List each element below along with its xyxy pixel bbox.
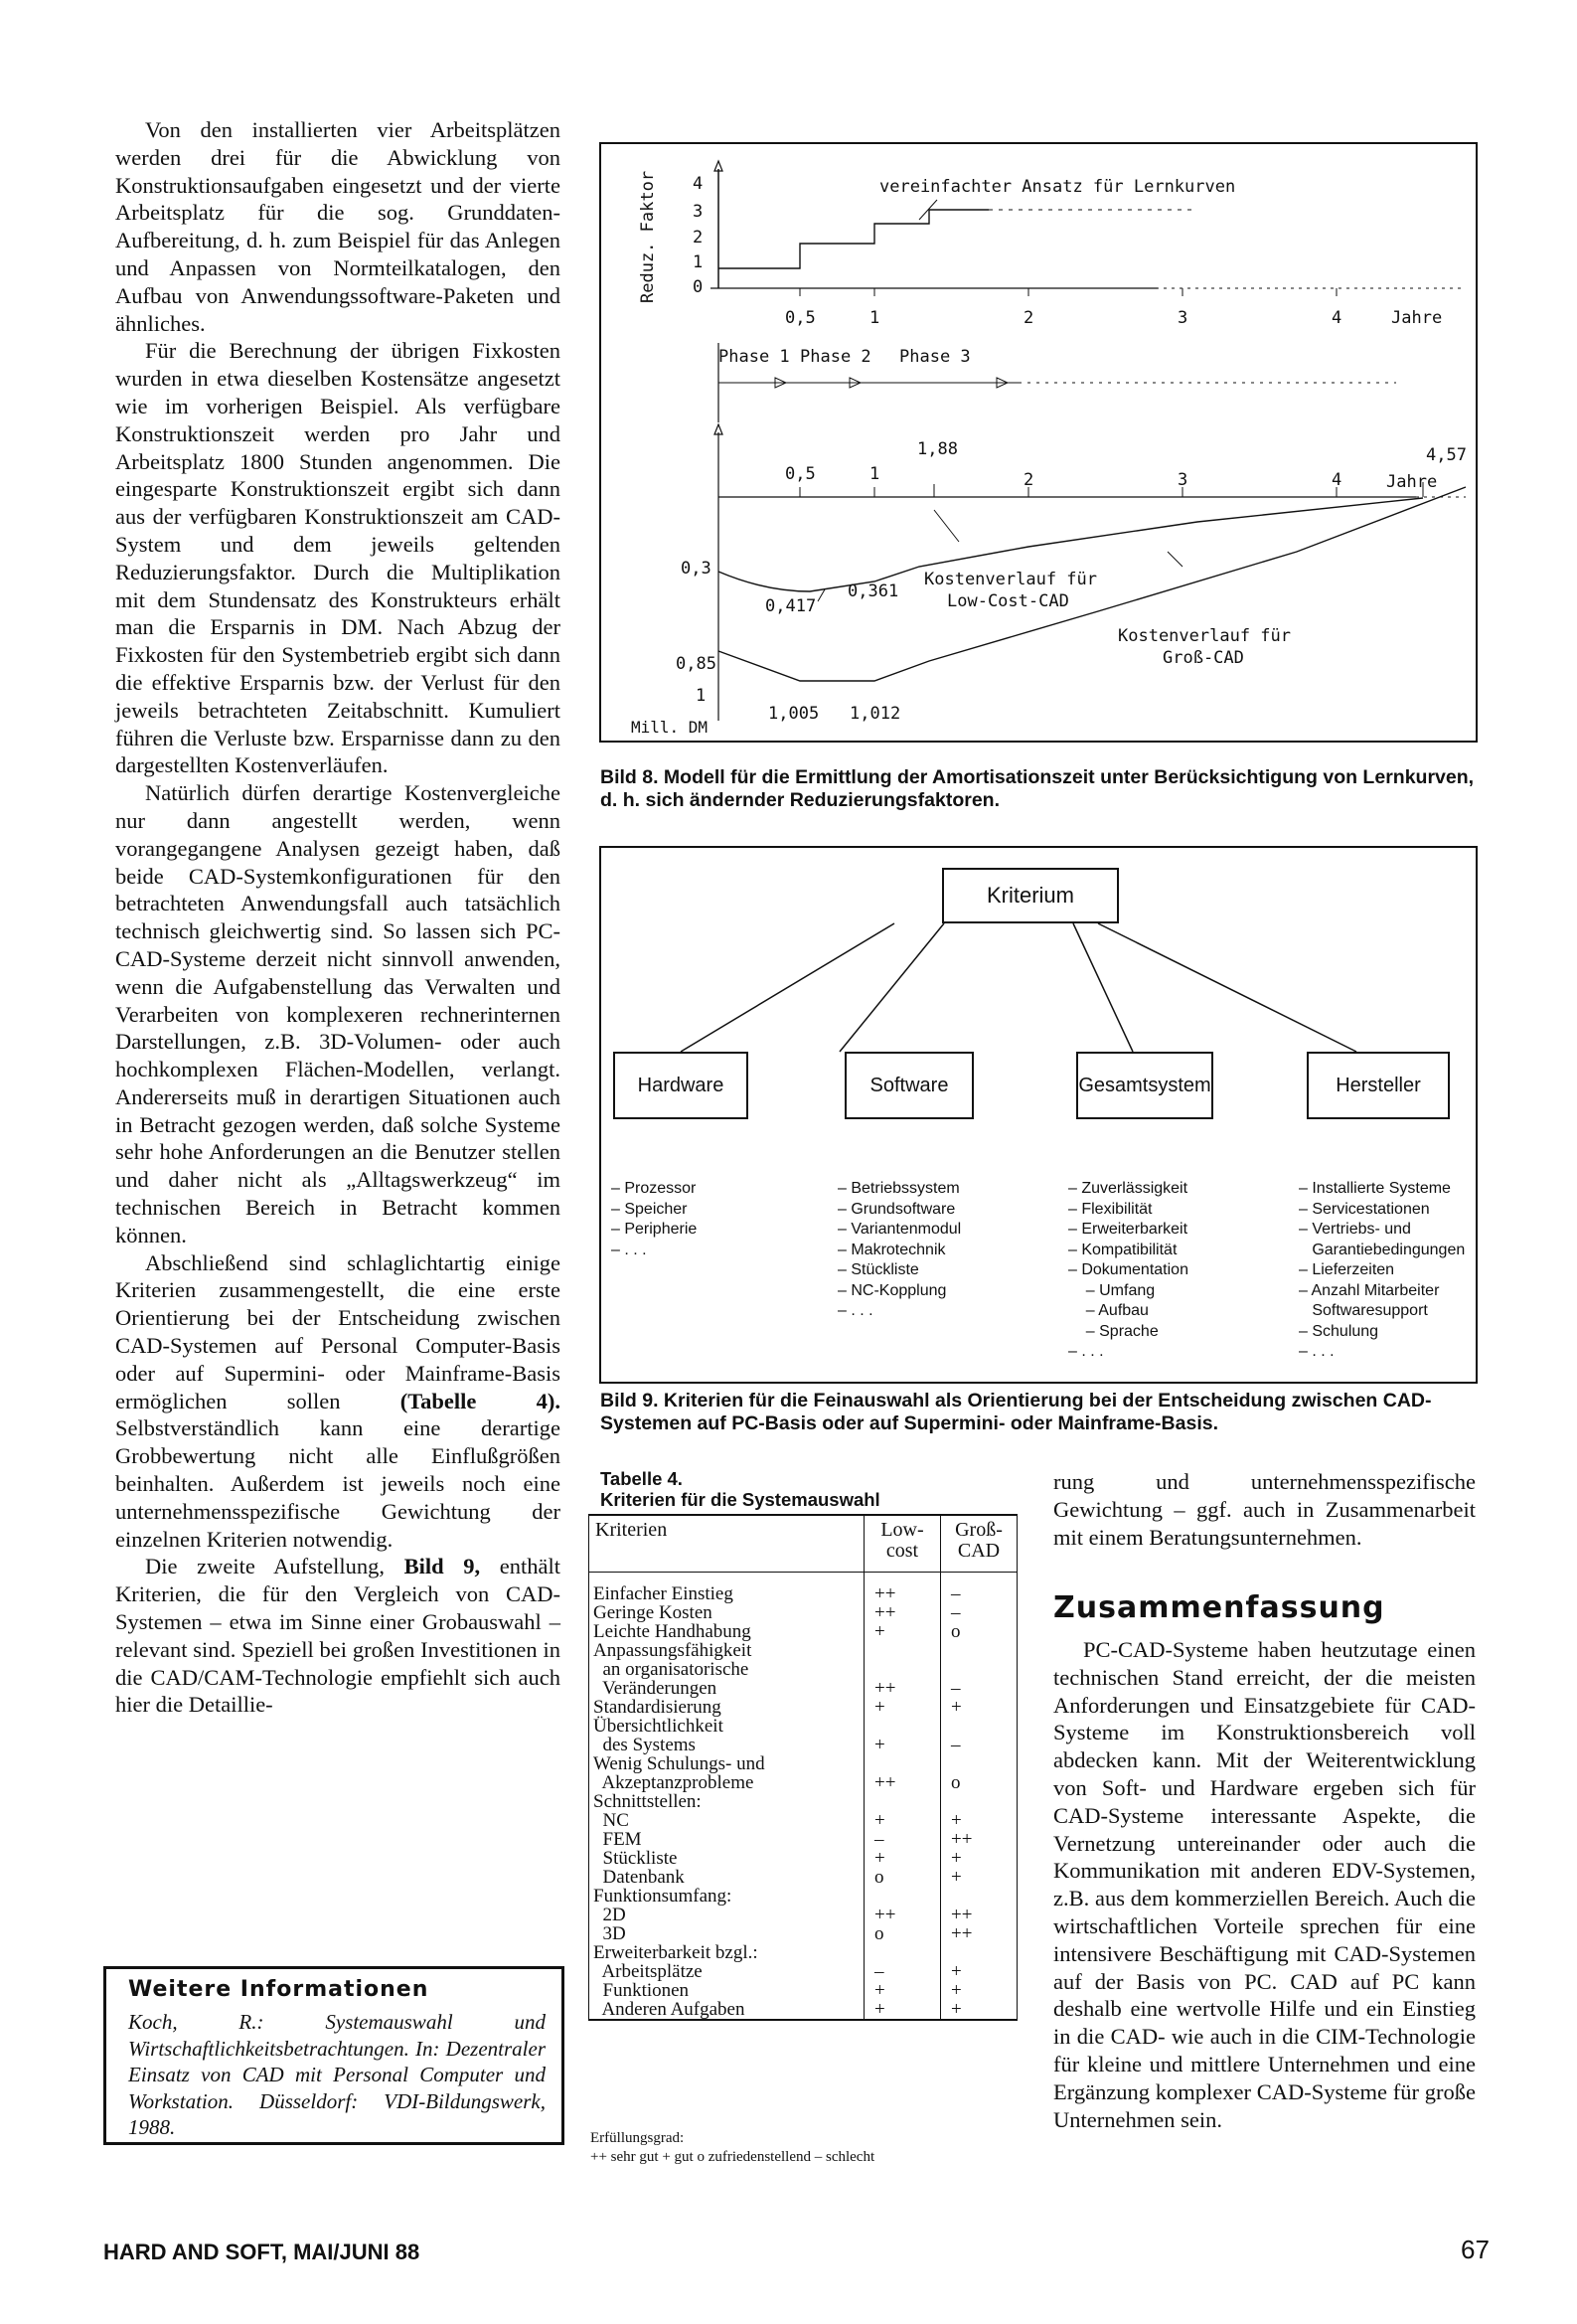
table-4-rating: o [941,1773,1018,1792]
table-4-subtitle: Kriterien für die Systemauswahl [600,1489,880,1510]
y-tick-3: 3 [693,202,704,222]
table-4-criterion: Arbeitsplätze [589,1962,865,1981]
table-4-row [589,1981,1018,2000]
table-4-criterion: NC [589,1811,865,1830]
gross-label-2: Groß-CAD [1163,648,1244,668]
phase-3-label: Phase 3 [899,347,971,367]
table-4-row [589,1868,1018,1887]
value-085: 0,85 [676,654,716,674]
table-4-body [589,1515,1018,2020]
table-4-row [589,1887,1018,1906]
category-gesamtsystem: Gesamtsystem [1076,1052,1213,1119]
top-x-tick-05: 0,5 [785,308,816,328]
legend-text: ++ sehr gut + gut o zufriedenstellend – schlecht [590,2149,875,2165]
table-4-criterion: des Systems [589,1736,865,1754]
figure-ref: Bild 9, [403,1554,481,1579]
table-4-row [589,1830,1018,1849]
table-4-criterion: Datenbank [589,1868,865,1887]
table-4-rating: o [941,1622,1018,1641]
info-box [103,1966,564,2145]
figure-8-graph [601,144,1476,741]
low-cost-label-1: Kostenverlauf für [924,570,1097,589]
table-4-header-cell: Kriterien [589,1515,865,1573]
table-4-rating: + [865,1622,941,1641]
table-4-criterion: Einfacher Einstieg [589,1573,865,1604]
top-x-tick-2: 2 [1024,308,1034,328]
table-4-rating: – [941,1736,1018,1754]
table-4-number: Tabelle 4. [600,1468,683,1489]
table-4-rating: + [941,1962,1018,1981]
table-4-criterion: Anderen Aufgaben [589,2000,865,2020]
value-03: 0,3 [681,559,711,579]
table-4-rating: o [865,1868,941,1887]
table-4-criterion: Übersichtlichkeit [589,1717,865,1736]
table-4-rating: ++ [865,1573,941,1604]
summary-paragraph: PC-CAD-Systeme haben heutzutage einen technischen Stand erreicht, der die meisten Anforderungen und Einsatzgebiete für CAD-Systeme im Konstruktionsbereich voll abdecken kann. Mit der Weiterentwicklung von Soft- und Hardware ergeben sich für CAD-Systeme interessante Aspekte, die Vernetzung untereinander oder auch die Kommunikation mit anderen EDV-Systemen, z.B. aus dem kommerziellen Bereich. Auch die wirtschaftlichen Vorteile sprechen für eine intensivere Beschäftigung mit CAD-Systemen auf der Basis von PC. CAD auf PC kann deshalb eine wertvolle Hilfe und ein Einstieg in die CAD- wie auch in die CIM-Technologie für kleine und mittlere Unternehmen und eine Ergänzung komplexer CAD-Systeme für große Unternehmen sein. [1053,1637,1476,2132]
table-4-rating: – [941,1679,1018,1698]
table-4-criterion: Anpassungsfähigkeit [589,1641,865,1660]
hersteller-items: – Installierte Systeme – Servicestationen – Vertriebs- und Garantiebedingungen – Lieferzeiten – Anzahl Mitarbeiter Softwaresupport – Schulung – . . . [1299,1180,1466,1360]
table-4-row [589,1603,1018,1622]
value-0361: 0,361 [848,581,899,601]
y-tick-0: 0 [693,277,704,297]
table-4-rating [941,1943,1018,1962]
y-tick-1: 1 [693,252,704,272]
table-4-criterion: Funktionen [589,1981,865,2000]
left-column [115,116,560,1719]
top-x-tick-1: 1 [869,308,880,328]
continuation-paragraph: rung und unternehmensspezifische Gewichtung – ggf. auch in Zusammenarbeit mit einem Beratungsunternehmen. [1053,1469,1476,1550]
table-4-grid [588,1514,1018,2021]
paragraph-1: Von den installierten vier Arbeitsplätzen werden drei für die Abwicklung von Konstruktionsaufgaben eingesetzt und der vierte Arbeitsplatz für die sog. Grunddaten-Aufbereitung, d. h. zum Beispiel für das Anlegen und Anpassen von Normteilkatalogen, den Aufbau von Anwendungssoftware-Paketen und ähnliches. [115,117,560,336]
reduz-faktor-label: Reduz. Faktor [638,170,658,303]
table-4-criterion: Funktionsumfang: [589,1887,865,1906]
y-tick-4: 4 [693,174,704,194]
paragraph-5-start: Die zweite Aufstellung, [145,1554,386,1579]
table-4-rating: ++ [941,1906,1018,1924]
table-4-row [589,1698,1018,1717]
table-4-rating [865,1792,941,1811]
table-4-title [600,1468,1027,1510]
kriterium-root: Kriterium [942,868,1119,923]
table-4-rating: + [941,1698,1018,1717]
category-software: Software [845,1052,974,1119]
table-4-rating: + [941,1868,1018,1887]
y-tick-2: 2 [693,228,704,248]
table-4-rating: + [865,1849,941,1868]
value-0417: 0,417 [765,596,817,616]
table-4-row [589,2000,1018,2020]
break-even-188: 1,88 [917,439,958,459]
paragraph-4 [115,1249,560,1554]
table-4-criterion: Standardisierung [589,1698,865,1717]
lernkurven-annotation: vereinfachter Ansatz für Lernkurven [879,177,1236,197]
table-4-rating [865,1641,941,1660]
table-4-rating: ++ [865,1773,941,1792]
table-4-row [589,1573,1018,1604]
table-4-row [589,1792,1018,1811]
software-items: – Betriebssystem – Grundsoftware – Variantenmodul – Makrotechnik – Stückliste – NC-Kopplung – . . . [838,1180,962,1319]
table-4-rating: + [941,2000,1018,2020]
legend-title: Erfüllungsgrad: [590,2130,685,2146]
table-4-criterion: Akzeptanzprobleme [589,1773,865,1792]
table-4-rating: + [941,1849,1018,1868]
info-box-title: Weitere Informationen [128,1977,429,2002]
top-x-tick-4: 4 [1332,308,1342,328]
table-4-rating [865,1943,941,1962]
table-4-rating: + [865,1981,941,2000]
table-4-rating [941,1641,1018,1660]
table-4-row [589,1924,1018,1943]
figure-9-caption: Bild 9. Kriterien für die Feinauswahl als Orientierung bei der Entscheidung zwischen CAD-Systemen auf PC-Basis oder auf Supermini- oder Mainframe-Basis. [600,1390,1432,1434]
table-4-rating [865,1887,941,1906]
paragraph-5-rest: enthält Kriterien, die für den Vergleich von CAD-Systemen – etwa im Sinne einer Grobauswahl – relevant sind. Speziell bei großen Investitionen in die CAD/CAM-Technologie empfiehlt sich auch hier die Detaillie- [115,1554,561,1718]
table-4 [588,1514,1018,2021]
table-4-row [589,1811,1018,1830]
paragraph-4-rest: Selbstverständlich kann eine derartige Grobbewertung nicht alle Einflußgrößen beinhalten. Außerdem ist jeweils noch eine unternehmensspezifische Gewichtung der einzelnen Kriterien notwendig. [115,1415,560,1552]
table-4-rating: ++ [865,1679,941,1698]
table-4-rating: – [941,1603,1018,1622]
table-4-rating: ++ [865,1906,941,1924]
figure-8-frame [599,142,1478,743]
bottom-x-tick-4: 4 [1332,470,1342,490]
value-1012: 1,012 [850,704,901,724]
table-4-criterion: Erweiterbarkeit bzgl.: [589,1943,865,1962]
table-4-rating [941,1754,1018,1773]
phase-2-label: Phase 2 [800,347,871,367]
table-4-row [589,1679,1018,1698]
top-x-unit: Jahre [1391,308,1443,328]
table-4-rating [941,1792,1018,1811]
gesamtsystem-items: – Zuverlässigkeit – Flexibilität – Erweiterbarkeit – Kompatibilität – Dokumentation – Umfang – Aufbau – Sprache – . . . [1068,1180,1188,1360]
table-4-row [589,1717,1018,1736]
mill-dm-label: Mill. DM [631,718,709,737]
bottom-x-tick-3: 3 [1178,470,1188,490]
gross-label-1: Kostenverlauf für [1118,626,1291,646]
table-4-row [589,1906,1018,1924]
bottom-x-tick-2: 2 [1024,470,1034,490]
category-hersteller: Hersteller [1307,1052,1450,1119]
table-4-rating: + [865,1811,941,1830]
table-4-criterion: 3D [589,1924,865,1943]
table-4-rating: + [865,1736,941,1754]
y-tick-1-bottom: 1 [696,686,707,706]
table-4-legend [590,2129,1027,2167]
bottom-x-unit: Jahre [1386,472,1438,492]
table-4-rating: ++ [941,1830,1018,1849]
break-even-457: 4,57 [1426,445,1467,465]
phase-1-label: Phase 1 [718,347,790,367]
figure-8-caption: Bild 8. Modell für die Ermittlung der Amortisationszeit unter Berücksichtigung von Lernkurven, d. h. sich ändernder Reduzierungsfaktoren. [600,766,1475,811]
table-4-criterion: FEM [589,1830,865,1849]
table-4-rating: + [865,1698,941,1717]
paragraph-3: Natürlich dürfen derartige Kostenvergleiche nur dann angestellt werden, wenn vorangegangene Analysen gezeigt haben, daß beide CAD-Systemkonfigurationen für den betrachteten Anwendungsfall auch tatsächlich technisch gleichwertig sind. So lassen sich PC-CAD-Systeme derzeit nicht sinnvoll anwenden, wenn die Aufgabenstellung das Verwalten und Verarbeiten von komplexeren rechnerinternen Darstellungen, z.B. 3D-Volumen- oder auch hochkomplexen Flächen-Modellen, verlangt. Andererseits muß in derartigen Situationen auch in Betracht gezogen werden, daß solche Systeme sehr hohe Anforderungen an die Benutzer stellen und daher nicht als „Alltagswerkzeug“ im technischen Bereich in Betracht kommen können. [115,780,560,1247]
table-4-row [589,1754,1018,1773]
figure-9-frame [599,846,1478,1384]
table-4-criterion: an organisatorische [589,1660,865,1679]
table-4-header-cell: Groß- CAD [941,1515,1018,1573]
table-4-rating [865,1660,941,1679]
bottom-x-tick-1: 1 [869,464,880,484]
table-4-rating: + [865,2000,941,2020]
low-cost-label-2: Low-Cost-CAD [947,591,1069,611]
table-4-rating [941,1887,1018,1906]
table-4-rating: + [941,1981,1018,2000]
table-4-criterion: Stückliste [589,1849,865,1868]
table-4-rating [865,1717,941,1736]
paragraph-5 [115,1553,560,1719]
hardware-items: – Prozessor – Speicher – Peripherie – . . . [611,1180,698,1258]
footer-magazine: HARD AND SOFT, MAI/JUNI 88 [103,2240,420,2264]
table-4-rating: o [865,1924,941,1943]
table-4-header-cell: Low- cost [865,1515,941,1573]
table-4-criterion: Wenig Schulungs- und [589,1754,865,1773]
info-box-text: Koch, R.: Systemauswahl und Wirtschaftlichkeitsbetrachtungen. In: Dezentraler Einsatz von CAD mit Personal Computer und Workstation. Düsseldorf: VDI-Bildungswerk, 1988. [128,2010,546,2139]
table-4-row [589,1641,1018,1660]
table-4-rating: ++ [865,1603,941,1622]
table-4-rating: + [941,1811,1018,1830]
table-4-rating: – [865,1962,941,1981]
table-4-rating: ++ [941,1924,1018,1943]
bottom-x-tick-05: 0,5 [785,464,816,484]
paragraph-2: Für die Berechnung der übrigen Fixkosten wurden in etwa dieselben Kostensätze angesetzt wie im vorherigen Beispiel. Als verfügbare Konstruktionszeit werden pro Jahr und Arbeitsplatz 1800 Stunden angenommen. Die eingesparte Konstruktionszeit ergibt sich dann aus der verfügbaren Konstruktionszeit am CAD-System und dem jeweils geltenden Reduzierungsfaktor. Durch die Multiplikation mit dem Stundensatz des Konstrukteurs erhält man die Ersparnis in DM. Nach Abzug der Fixkosten für den Systembetrieb ergibt sich dann die effektive Ersparnis bzw. der Verlust für den jeweils betrachteten Zeitabschnitt. Kumuliert führen die Verluste bzw. Ersparnisse dann zu den dargestellten Kostenverläufen. [115,338,560,778]
table-4-row [589,1622,1018,1641]
table-4-row [589,1943,1018,1962]
category-hardware: Hardware [613,1052,748,1119]
top-x-tick-3: 3 [1178,308,1188,328]
table-4-criterion: 2D [589,1906,865,1924]
table-4-rating: – [865,1830,941,1849]
right-column [1053,1468,1476,1551]
value-1005: 1,005 [768,704,820,724]
table-4-row [589,1962,1018,1981]
table-4-criterion: Schnittstellen: [589,1792,865,1811]
table-4-row [589,1773,1018,1792]
table-4-row [589,1736,1018,1754]
table-4-criterion: Geringe Kosten [589,1603,865,1622]
paragraph-4-text: Abschließend sind schlaglichtartig einige Kriterien zusammengestellt, die eine erste Orientierung bei der Entscheidung zwischen CAD-Systemen auf Personal Computer-Basis oder auf Supermini- oder Mainframe-Basis ermöglichen sollen [115,1249,560,1413]
table-4-criterion: Leichte Handhabung [589,1622,865,1641]
table-4-rating [941,1660,1018,1679]
table-ref: (Tabelle 4). [399,1388,560,1413]
table-4-rating: – [941,1573,1018,1604]
table-4-rating [941,1717,1018,1736]
table-4-criterion: Veränderungen [589,1679,865,1698]
table-4-rating [865,1754,941,1773]
page-number: 67 [1461,2235,1490,2264]
table-4-header-row [589,1515,1018,1573]
heading-zusammenfassung: Zusammenfassung [1053,1590,1385,1625]
table-4-row [589,1660,1018,1679]
summary-column [1053,1636,1476,2133]
table-4-row [589,1849,1018,1868]
